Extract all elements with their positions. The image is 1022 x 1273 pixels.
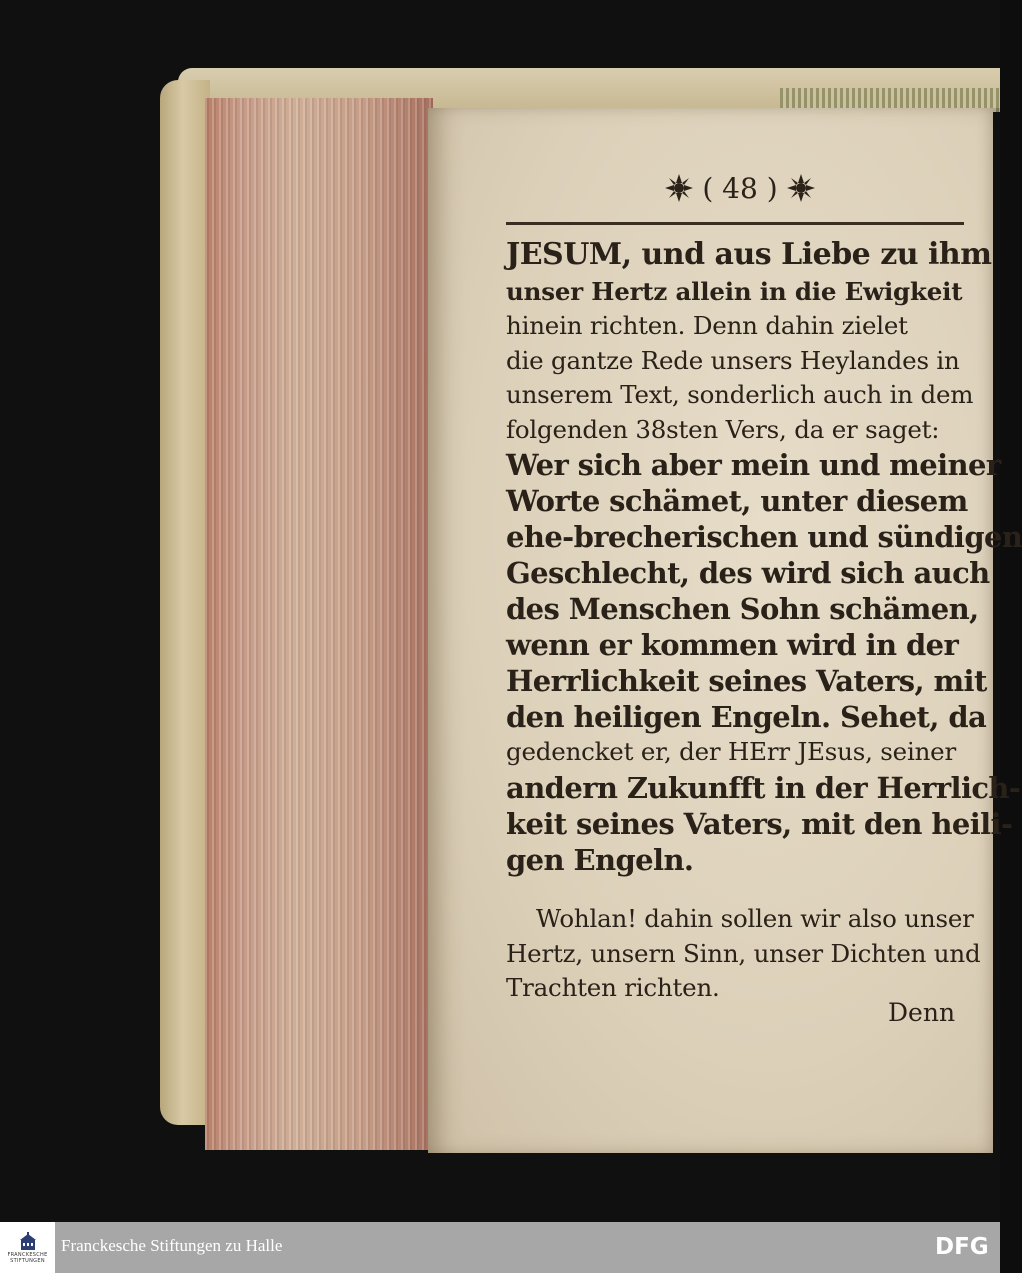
text-line: Wer sich aber mein und meiner [506, 448, 1001, 482]
text-line: Worte schämet, unter diesem [506, 484, 968, 518]
dfg-logo[interactable]: DFG [935, 1234, 989, 1260]
logo-line-1: FRANCKESCHE [7, 1251, 48, 1258]
text-line: Hertz, unsern Sinn, unser Dichten und [506, 938, 981, 968]
text-line: folgenden 38sten Vers, da er saget: [506, 414, 940, 444]
ornament-left-icon [664, 173, 694, 203]
book-cover-spine-edge [160, 80, 210, 1125]
page-number-text: ( 48 ) [702, 171, 778, 205]
text-line: unser Hertz allein in die Ewigkeit [506, 277, 963, 306]
page-edges [205, 98, 433, 1150]
text-line: ehe-brecherischen und sündigen [506, 520, 1022, 554]
text-line: JESUM, und aus Liebe zu ihm [506, 237, 992, 272]
catchword: Denn [888, 998, 956, 1027]
ornament-right-icon [786, 173, 816, 203]
page-number [650, 168, 830, 208]
text-line: hinein richten. Denn dahin zielet [506, 311, 908, 340]
text-line: wenn er kommen wird in der [506, 628, 959, 662]
text-line: Trachten richten. [506, 973, 720, 1002]
institution-name[interactable]: Franckesche Stiftungen zu Halle [61, 1236, 283, 1255]
paragraph-2 [506, 902, 981, 1006]
text-line: gedencket er, der HErr JEsus, seiner [506, 737, 956, 766]
institution-logo[interactable] [0, 1222, 55, 1273]
text-line: des Menschen Sohn schämen, [506, 592, 979, 626]
text-line: Herrlichkeit seines Vaters, mit [506, 664, 987, 698]
text-line: Wohlan! dahin sollen wir also unser [536, 904, 974, 933]
text-line: den heiligen Engeln. Sehet, da [506, 700, 987, 734]
logo-line-2: STIFTUNGEN [10, 1257, 45, 1264]
header-rule [506, 222, 964, 225]
text-line: Geschlecht, des wird sich auch [506, 556, 990, 590]
text-line: keit seines Vaters, mit den heili- [506, 806, 1013, 841]
footer-bar [0, 1222, 1000, 1273]
text-line: die gantze Rede unsers Heylandes in [506, 345, 960, 375]
text-line: unserem Text, sonderlich auch in dem [506, 380, 974, 409]
paragraph-1 [506, 235, 1022, 878]
text-line: andern Zukunfft in der Herrlich- [506, 770, 1021, 805]
building-logo-icon [19, 1232, 37, 1252]
text-line: gen Engeln. [506, 842, 694, 877]
